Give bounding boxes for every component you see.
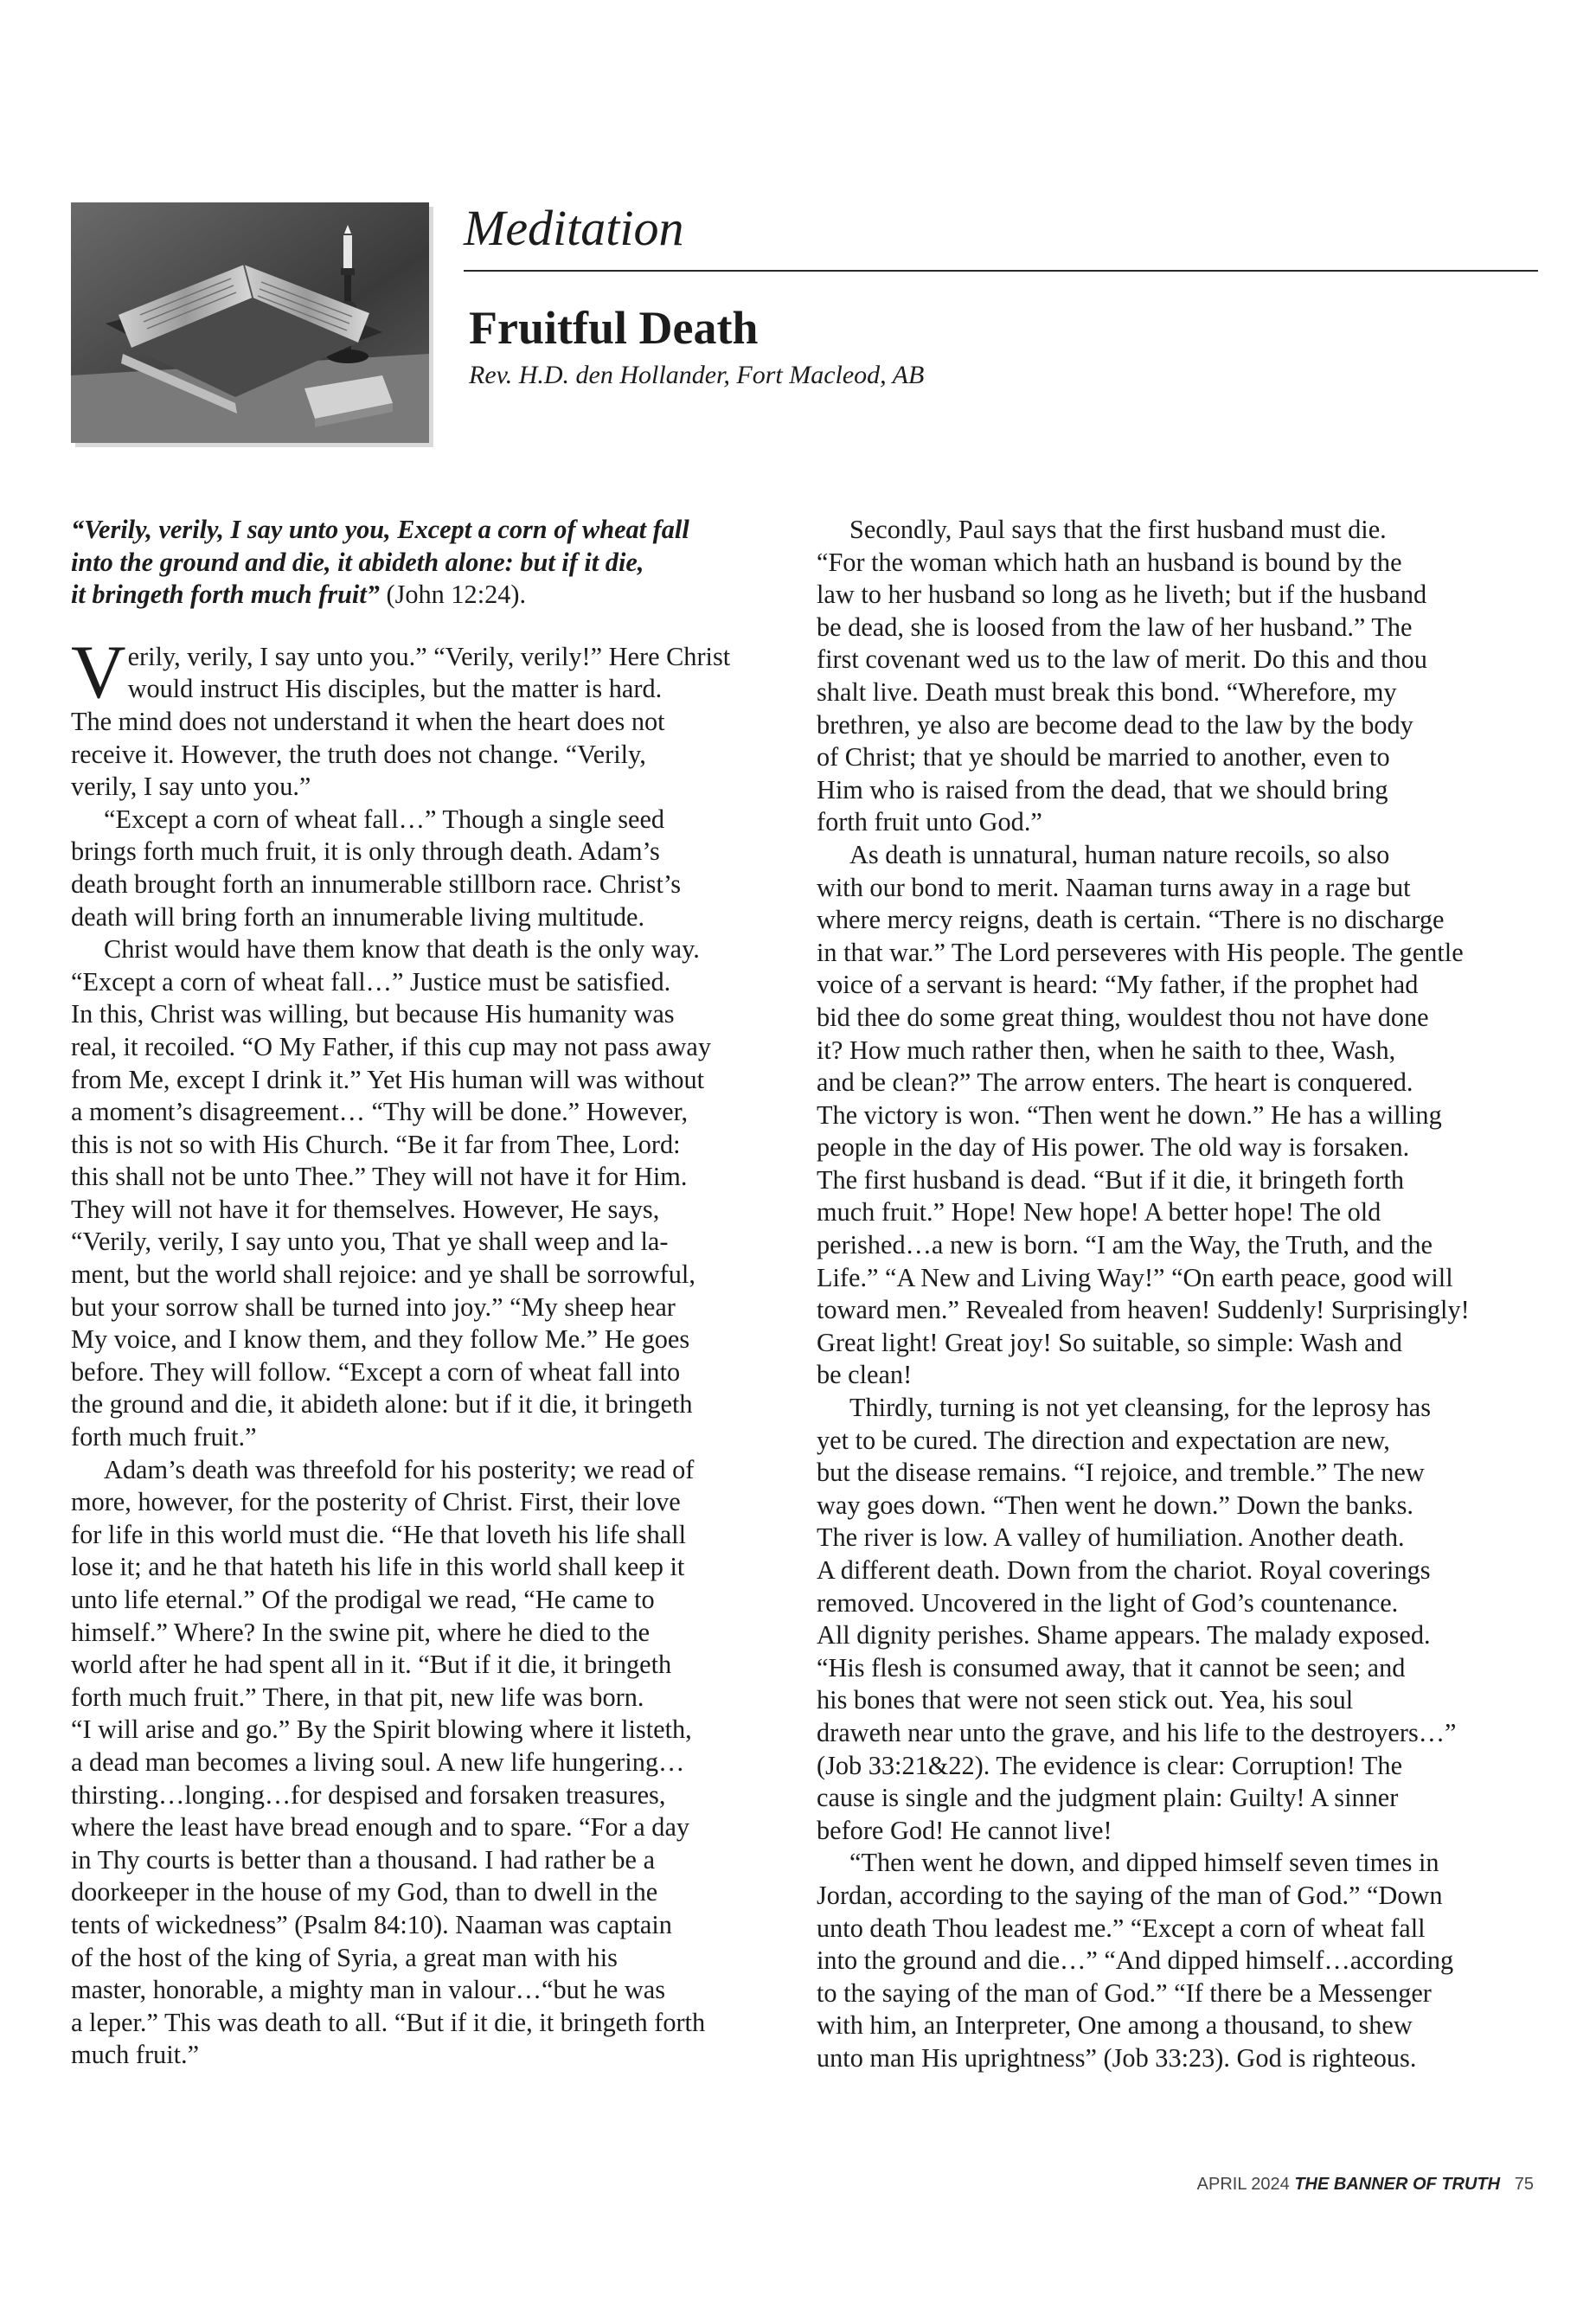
epigraph-text: it bringeth forth much fruit” [71,580,380,610]
epigraph-line-last [71,579,787,612]
paragraph-8 [817,1847,1533,2074]
text-line: shalt live. Death must break this bond. “Wherefore, my [817,676,1397,707]
text-line: ment, but the world shall rejoice: and ye shall be sorrowful, [71,1259,695,1290]
text-line: unto death Thou leadest me.” “Except a corn of wheat fall [817,1913,1426,1943]
text-line: brethren, ye also are become dead to the law by the body [817,709,1413,740]
text-line: himself.” Where? In the swine pit, where he died to the [71,1617,651,1647]
text-line: “Then went he down, and dipped himself seven times in [849,1848,1439,1878]
text-line: The first husband is dead. “But if it die, it bringeth forth [817,1164,1405,1195]
text-line: The mind does not understand it when the heart does not [71,706,665,736]
text-line: Christ would have them know that death is the only way. [104,934,700,965]
text-line: cause is single and the judgment plain: Guilty! A sinner [817,1783,1399,1813]
text-line: My voice, and I know them, and they follow Me.” He goes [71,1324,690,1355]
text-line: be dead, she is loosed from the law of her husband.” The [817,612,1413,642]
text-line: The river is low. A valley of humiliation. Another death. [817,1522,1405,1553]
epigraph-line: into the ground and die, it abideth alone: but if it die, [71,547,644,577]
text-line: brings forth much fruit, it is only through death. Adam’s [71,836,660,867]
text-line: death will bring forth an innumerable living multitude. [71,901,645,932]
text-line: They will not have it for themselves. However, He says, [71,1194,660,1224]
text-line: erily, verily, I say unto you.” “Verily, verily!” Here Christ [127,641,731,671]
text-line: before. They will follow. “Except a corn of wheat fall into [71,1356,681,1387]
paragraph-6 [817,839,1533,1392]
text-line: “Except a corn of wheat fall…” Justice must be satisfied. [71,966,671,997]
text-line: be clean! [817,1360,913,1390]
paragraph-3 [71,933,787,1454]
text-line: (Job 33:21&22). The evidence is clear: Corruption! The [817,1750,1403,1780]
section-title: Meditation [464,200,684,256]
epigraph-line: “Verily, verily, I say unto you, Except a corn of wheat fall [71,515,689,544]
open-bible-with-candlestick-icon [71,202,429,443]
text-line: before God! He cannot live! [817,1815,1112,1845]
text-line: law to her husband so long as he liveth; but if the husband [817,580,1427,610]
text-line: yet to be cured. The direction and expectation are new, [817,1425,1390,1455]
text-line: bid thee do some great thing, wouldest thou not have done [817,1002,1429,1032]
text-line: with him, an Interpreter, One among a thousand, to shew [817,2010,1413,2041]
text-line: death brought forth an innumerable stillborn race. Christ’s [71,868,682,899]
text-line: a moment’s disagreement… “Thy will be done.” However, [71,1097,689,1127]
text-line: unto man His uprightness” (Job 33:23). God is righteous. [817,2042,1417,2073]
text-line: verily, I say unto you.” [71,772,311,802]
author-byline: Rev. H.D. den Hollander, Fort Macleod, AB [469,361,925,389]
page-number: 75 [1514,2175,1534,2194]
text-line: Life.” “A New and Living Way!” “On earth peace, good will [817,1262,1453,1292]
text-line: thirsting…longing…for despised and forsaken treasures, [71,1779,666,1810]
text-line: the ground and die, it abideth alone: but if it die, it bringeth [71,1389,693,1420]
text-line: unto life eternal.” Of the prodigal we read, “He came to [71,1585,655,1614]
text-line: it? How much rather then, when he saith to thee, Wash, [817,1035,1396,1065]
text-line: of Christ; that ye should be married to another, even to [817,742,1390,772]
text-line: In this, Christ was willing, but because His humanity was [71,999,675,1029]
text-line: to the saying of the man of God.” “If there be a Messenger [817,1977,1432,2008]
text-line: much fruit.” Hope! New hope! A better hope! The old [817,1197,1381,1227]
text-line: in that war.” The Lord perseveres with His people. The gentle [817,937,1464,967]
text-line: would instruct His disciples, but the matter is hard. [127,674,663,704]
text-line: Great light! Great joy! So suitable, so simple: Wash and [817,1327,1402,1357]
text-line: toward men.” Revealed from heaven! Suddenly! Surprisingly! [817,1295,1470,1325]
text-line: this is not so with His Church. “Be it far from Thee, Lord: [71,1129,681,1159]
text-line: draweth near unto the grave, and his life to the destroyers…” [817,1717,1457,1747]
text-line: his bones that were not seen stick out. Yea, his soul [817,1685,1354,1715]
text-line: but the disease remains. “I rejoice, and tremble.” The new [817,1458,1425,1488]
text-line: Jordan, according to the saying of the man of God.” “Down [817,1880,1443,1910]
article-title: Fruitful Death [469,302,759,354]
paragraph-1 [71,630,787,804]
text-line: of the host of the king of Syria, a great man with his [71,1942,618,1972]
text-line: tents of wickedness” (Psalm 84:10). Naaman was captain [71,1909,672,1939]
text-line: “Except a corn of wheat fall…” Though a single seed [104,804,665,834]
text-line: but your sorrow shall be turned into joy.” “My sheep hear [71,1292,676,1322]
text-line: where the least have bread enough and to spare. “For a day [71,1812,690,1843]
paragraph-2 [71,804,787,933]
text-line: All dignity perishes. Shame appears. The malady exposed. [817,1620,1431,1650]
text-line: forth fruit unto God.” [817,807,1042,837]
text-line: receive it. However, the truth does not change. “Verily, [71,739,646,769]
text-line: forth much fruit.” There, in that pit, new life was born. [71,1682,644,1712]
text-line: where mercy reigns, death is certain. “There is no discharge [817,905,1445,935]
epigraph [71,514,787,612]
text-line: removed. Uncovered in the light of God’s countenance. [817,1587,1399,1618]
right-column [817,514,1533,2075]
text-line: into the ground and die…” “And dipped himself…according [817,1945,1454,1976]
paragraph-7 [817,1392,1533,1847]
text-line: a dead man becomes a living soul. A new life hungering… [71,1747,685,1777]
text-line: real, it recoiled. “O My Father, if this cup may not pass away [71,1031,712,1061]
text-line: Adam’s death was threefold for his posterity; we read of [104,1454,695,1484]
text-line: more, however, for the posterity of Christ. First, their love [71,1487,681,1517]
paragraph-4 [71,1454,787,2072]
bible-illustration [71,202,429,443]
text-line: with our bond to merit. Naaman turns away in a rage but [817,872,1411,902]
text-line: doorkeeper in the house of my God, than to dwell in the [71,1877,658,1907]
title-divider [464,270,1538,272]
text-line: master, honorable, a mighty man in valour…“but he was [71,1975,666,2005]
text-line: forth much fruit.” [71,1422,257,1452]
text-line: “Verily, verily, I say unto you, That ye shall weep and la- [71,1227,669,1257]
paragraph-5 [817,514,1533,839]
text-line: much fruit.” [71,2040,200,2070]
text-line: for life in this world must die. “He that loveth his life shall [71,1519,687,1549]
journal-name: THE BANNER OF TRUTH [1294,2175,1501,2194]
text-line: Secondly, Paul says that the first husband must die. [849,515,1387,544]
left-column [71,514,787,2072]
text-line: “His flesh is consumed away, that it cannot be seen; and [817,1652,1406,1682]
text-line: this shall not be unto Thee.” They will not have it for Him. [71,1162,688,1192]
drop-cap: V [71,630,126,715]
text-line: Him who is raised from the dead, that we should bring [817,774,1388,804]
text-line: lose it; and he that hateth his life in this world shall keep it [71,1552,685,1582]
text-line: and be clean?” The arrow enters. The heart is conquered. [817,1067,1413,1098]
text-line: a leper.” This was death to all. “But if it die, it bringeth forth [71,2007,706,2037]
text-line: perished…a new is born. “I am the Way, the Truth, and the [817,1230,1433,1260]
text-line: Thirdly, turning is not yet cleansing, for the leprosy has [849,1393,1432,1423]
text-line: “For the woman which hath an husband is bound by the [817,547,1402,577]
text-line: voice of a servant is heard: “My father, if the prophet had [817,970,1419,1000]
text-line: from Me, except I drink it.” Yet His human will was without [71,1064,705,1094]
text-line: people in the day of His power. The old way is forsaken. [817,1132,1410,1163]
epigraph-reference: (John 12:24). [379,580,527,610]
page-footer [1197,2175,1534,2195]
text-line: The victory is won. “Then went he down.” He has a willing [817,1099,1442,1130]
issue-date: APRIL 2024 [1196,2175,1290,2194]
text-line: first covenant wed us to the law of merit. Do this and thou [817,644,1427,675]
text-line: world after he had spent all in it. “But if it die, it bringeth [71,1650,672,1680]
text-line: As death is unnatural, human nature recoils, so also [849,839,1390,869]
text-line: way goes down. “Then went he down.” Down the banks. [817,1490,1413,1520]
text-line: in Thy courts is better than a thousand. I had rather be a [71,1844,656,1875]
text-line: “I will arise and go.” By the Spirit blowing where it listeth, [71,1715,692,1745]
text-line: A different death. Down from the chariot. Royal coverings [817,1555,1431,1585]
